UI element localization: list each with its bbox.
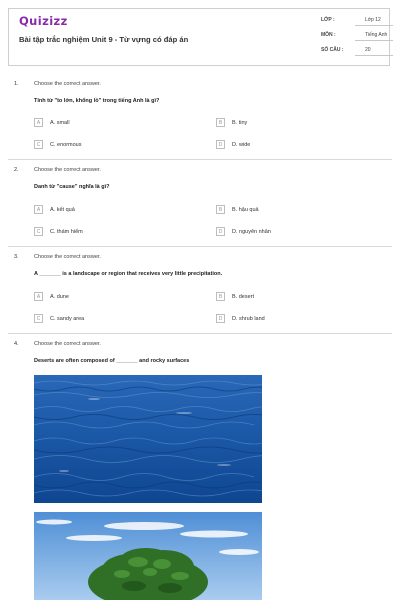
question-count-value: 20 xyxy=(355,47,393,56)
option-letter: B xyxy=(216,292,225,301)
option-c[interactable] xyxy=(34,139,82,150)
option-letter: C xyxy=(34,140,43,149)
option-text: B. desert xyxy=(232,293,255,300)
option-letter: A xyxy=(34,205,43,214)
question-text: Deserts are often composed of _______ and rocky surfaces xyxy=(34,358,190,364)
option-text: C. sandy area xyxy=(50,315,85,322)
option-letter: A xyxy=(34,118,43,127)
option-letter: B xyxy=(216,118,225,127)
option-b[interactable] xyxy=(216,291,254,302)
question-text: Tính từ "to lớn, khổng lồ" trong tiếng Anh là gì? xyxy=(34,98,160,104)
option-letter: D xyxy=(216,140,225,149)
question-instruction: Choose the correct answer. xyxy=(34,254,101,260)
question-instruction: Choose the correct answer. xyxy=(34,341,101,347)
subject-label: MÔN : xyxy=(321,32,336,38)
divider xyxy=(8,159,392,160)
question-number: 2. xyxy=(14,167,19,173)
option-letter: B xyxy=(216,205,225,214)
tree-image xyxy=(34,512,262,600)
option-text: A. small xyxy=(50,119,70,126)
option-text: B. tiny xyxy=(232,119,248,126)
option-c[interactable] xyxy=(34,313,84,324)
option-letter: D xyxy=(216,314,225,323)
option-text: D. wide xyxy=(232,141,251,148)
option-a[interactable] xyxy=(34,204,75,215)
option-text: C. thám hiểm xyxy=(50,228,83,235)
question-number: 3. xyxy=(14,254,19,260)
worksheet-title: Bài tập trắc nghiệm Unit 9 - Từ vựng có đáp án xyxy=(19,35,189,44)
quizizz-logo: Quizizz xyxy=(19,14,68,28)
option-letter: C xyxy=(34,314,43,323)
question-instruction: Choose the correct answer. xyxy=(34,81,101,87)
option-c[interactable] xyxy=(34,226,83,237)
option-text: D. shrub land xyxy=(232,315,265,322)
question-text: Danh từ "cause" nghĩa là gì? xyxy=(34,184,110,190)
option-d[interactable] xyxy=(216,226,271,237)
option-d[interactable] xyxy=(216,139,250,150)
option-text: A. kết quả xyxy=(50,206,75,213)
option-d[interactable] xyxy=(216,313,265,324)
class-value: Lớp 12 xyxy=(355,17,393,26)
option-letter: A xyxy=(34,292,43,301)
option-text: C. enormous xyxy=(50,141,82,148)
option-letter: C xyxy=(34,227,43,236)
option-letter: D xyxy=(216,227,225,236)
question-number: 1. xyxy=(14,81,19,87)
question-number: 4. xyxy=(14,341,19,347)
subject-value: Tiếng Anh xyxy=(355,32,393,41)
question-text: A _______ is a landscape or region that receives very little precipitation. xyxy=(34,271,223,277)
option-a[interactable] xyxy=(34,291,69,302)
option-b[interactable] xyxy=(216,117,247,128)
question-count-label: SỐ CÂU : xyxy=(321,47,344,53)
option-b[interactable] xyxy=(216,204,259,215)
ocean-water-image xyxy=(34,375,262,503)
option-text: D. nguyên nhân xyxy=(232,228,271,235)
option-a[interactable] xyxy=(34,117,70,128)
divider xyxy=(8,246,392,247)
worksheet-header xyxy=(8,8,390,66)
divider xyxy=(8,333,392,334)
class-label: LỚP : xyxy=(321,17,335,23)
option-text: B. hậu quả xyxy=(232,206,259,213)
option-text: A. dune xyxy=(50,293,69,300)
question-instruction: Choose the correct answer. xyxy=(34,167,101,173)
